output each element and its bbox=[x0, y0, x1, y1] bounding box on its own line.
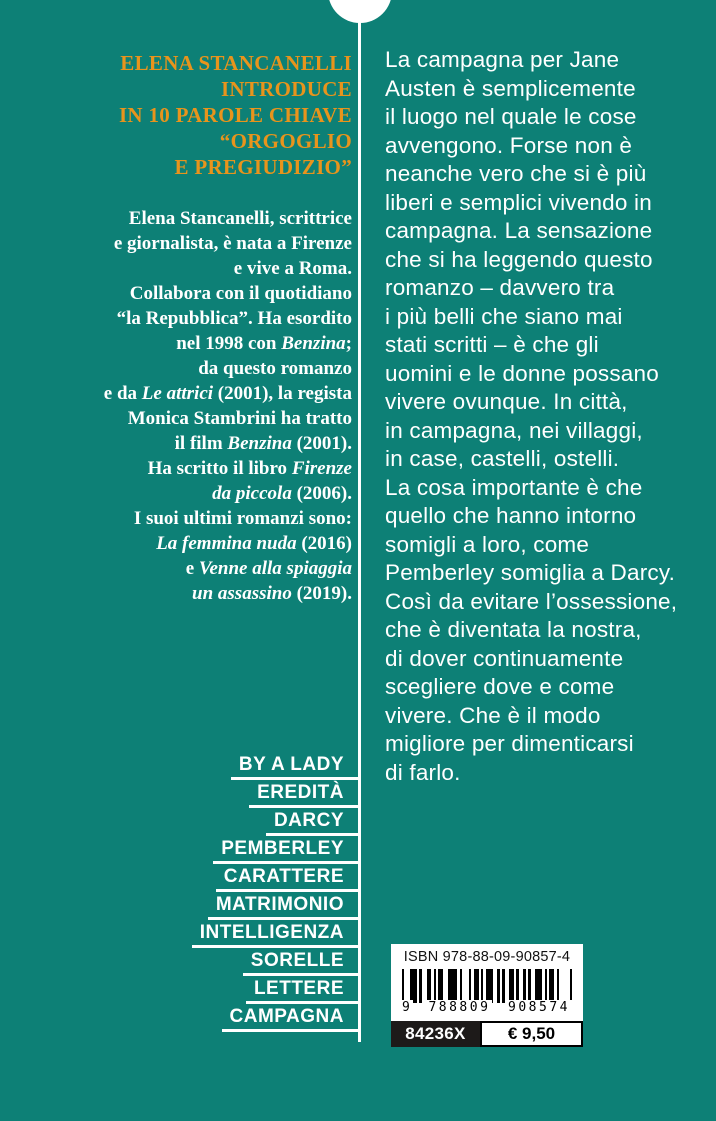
blurb-line: il luogo nel quale le cose bbox=[385, 104, 637, 129]
bio-line: un assassino (2019). bbox=[192, 583, 352, 604]
intro-line: INTRODUCE bbox=[220, 77, 352, 101]
blurb-line: che è diventata la nostra, bbox=[385, 617, 642, 642]
blurb-line: stati scritti – è che gli bbox=[385, 332, 599, 357]
blurb-line: quello che hanno intorno bbox=[385, 503, 637, 528]
keyword-item: CAMPAGNA bbox=[222, 1007, 358, 1032]
blurb-line: uomini e le donne possano bbox=[385, 360, 659, 386]
keyword-row bbox=[18, 979, 358, 1007]
blurb-line: migliore per dimenticarsi bbox=[385, 731, 634, 756]
bio-line: il film Benzina (2001). bbox=[174, 433, 352, 454]
keyword-item: PEMBERLEY bbox=[213, 839, 358, 864]
blurb-line: vivere ovunque. In città, bbox=[385, 389, 628, 414]
blurb-line: che si ha leggendo questo bbox=[385, 246, 653, 272]
author-bio bbox=[22, 206, 352, 606]
keyword-row bbox=[18, 951, 358, 979]
edition-code-badge: 84236X bbox=[391, 1021, 480, 1047]
keyword-row bbox=[18, 1007, 358, 1035]
blurb-text bbox=[385, 46, 705, 787]
price-label: € 9,50 bbox=[480, 1021, 583, 1047]
intro-heading bbox=[28, 50, 352, 180]
keyword-row bbox=[18, 811, 358, 839]
intro-line: ELENA STANCANELLI bbox=[120, 51, 352, 75]
blurb-line: neanche vero che si è più bbox=[385, 161, 647, 186]
bio-line: e giornalista, è nata a Firenze bbox=[113, 233, 352, 254]
bio-line: e Venne alla spiaggia bbox=[185, 558, 352, 579]
isbn-label: ISBN 978-88-09-90857-4 bbox=[403, 949, 571, 965]
keyword-row bbox=[18, 867, 358, 895]
keyword-row bbox=[18, 839, 358, 867]
blurb-line: i più belli che siano mai bbox=[385, 303, 623, 329]
blurb-line: di farlo. bbox=[385, 759, 461, 785]
blurb-line: in campagna, nei villaggi, bbox=[385, 417, 643, 443]
keyword-item: EREDITÀ bbox=[249, 783, 358, 808]
keywords-list bbox=[18, 755, 358, 1035]
intro-line: E PREGIUDIZIO” bbox=[174, 155, 352, 179]
bio-line: “la Repubblica”. Ha esordito bbox=[116, 308, 352, 329]
keyword-item: LETTERE bbox=[246, 979, 358, 1004]
blurb-line: avvengono. Forse non è bbox=[385, 132, 633, 158]
intro-line: “ORGOGLIO bbox=[219, 129, 352, 153]
keyword-item: CARATTERE bbox=[216, 867, 358, 892]
keyword-item: BY A LADY bbox=[231, 755, 358, 780]
keyword-row bbox=[18, 783, 358, 811]
keyword-item: INTELLIGENZA bbox=[192, 923, 358, 948]
keyword-row bbox=[18, 755, 358, 783]
barcode-digits bbox=[402, 1001, 572, 1015]
blurb-line: in case, castelli, ostelli. bbox=[385, 446, 620, 471]
bio-line: e vive a Roma. bbox=[233, 258, 352, 279]
blurb-line: La cosa importante è che bbox=[385, 474, 643, 500]
bio-line: Elena Stancanelli, scrittrice bbox=[128, 208, 352, 229]
blurb-line: Austen è semplicemente bbox=[385, 75, 636, 101]
blurb-line: Così da evitare l’ossessione, bbox=[385, 588, 678, 614]
barcode-bottom-row bbox=[391, 1021, 583, 1047]
intro-line: IN 10 PAROLE CHIAVE bbox=[118, 103, 352, 127]
hanger-notch bbox=[328, 0, 392, 23]
blurb-line: vivere. Che è il modo bbox=[385, 702, 601, 728]
barcode-digit-group-1: 788809 bbox=[428, 1000, 491, 1015]
keyword-item: SORELLE bbox=[243, 951, 358, 976]
bio-line: Collabora con il quotidiano bbox=[129, 283, 352, 304]
center-divider-line bbox=[358, 21, 361, 1042]
blurb-line: scegliere dove e come bbox=[385, 674, 615, 699]
bio-line: nel 1998 con Benzina; bbox=[176, 333, 352, 354]
barcode-white-box bbox=[391, 944, 583, 1021]
bio-line: e da Le attrici (2001), la regista bbox=[103, 383, 352, 404]
barcode-digit-leading: 9 bbox=[402, 1000, 413, 1015]
bio-line: Ha scritto il libro Firenze bbox=[147, 458, 352, 479]
keyword-row bbox=[18, 895, 358, 923]
blurb-line: campagna. La sensazione bbox=[385, 218, 653, 243]
keyword-row bbox=[18, 923, 358, 951]
barcode-digit-group-2: 908574 bbox=[508, 1000, 570, 1015]
bio-line: Monica Stambrini ha tratto bbox=[127, 408, 352, 429]
blurb-line: liberi e semplici vivendo in bbox=[385, 189, 652, 215]
blurb-line: somigli a loro, come bbox=[385, 531, 590, 557]
bio-line: I suoi ultimi romanzi sono: bbox=[133, 508, 352, 529]
bio-line: da questo romanzo bbox=[198, 358, 352, 379]
barcode-bars bbox=[402, 969, 572, 1015]
barcode-panel bbox=[391, 944, 583, 1047]
blurb-line: romanzo – davvero tra bbox=[385, 275, 615, 300]
bio-line: da piccola (2006). bbox=[212, 483, 352, 504]
blurb-line: Pemberley somiglia a Darcy. bbox=[385, 560, 676, 585]
blurb-line: La campagna per Jane bbox=[385, 47, 620, 72]
blurb-line: di dover continuamente bbox=[385, 645, 624, 671]
keyword-item: MATRIMONIO bbox=[208, 895, 358, 920]
bio-line: La femmina nuda (2016) bbox=[156, 533, 352, 554]
keyword-item: DARCY bbox=[266, 811, 358, 836]
